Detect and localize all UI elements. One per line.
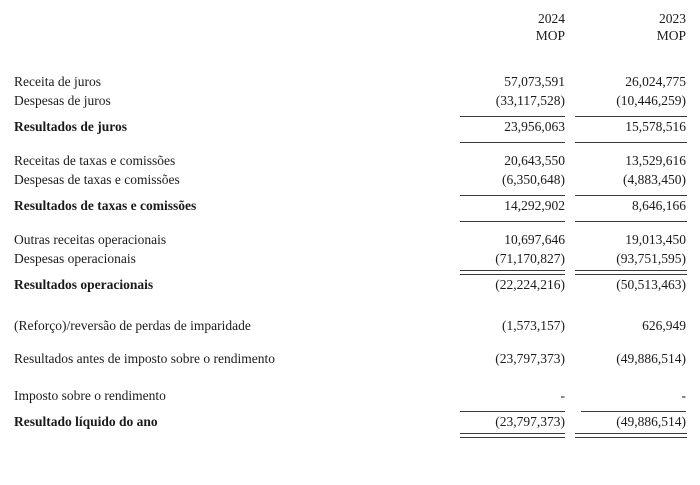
row-value-2024: 10,697,646	[504, 232, 565, 247]
subtotal-rule	[0, 110, 700, 117]
spacer-row	[0, 143, 700, 151]
table-row-total	[0, 275, 700, 294]
row-value-2023: 626,949	[642, 318, 686, 333]
row-label: Outras receitas operacionais	[14, 232, 167, 247]
row-value-2024: (23,797,373)	[495, 414, 565, 429]
subtotal-rule-double	[0, 268, 700, 275]
row-label: Despesas operacionais	[14, 251, 136, 266]
row-label: Receitas de taxas e comissões	[14, 153, 176, 168]
rule-double-2023	[575, 433, 687, 438]
total-rule	[0, 136, 700, 143]
subtotal-rule	[0, 405, 700, 412]
spacer-row	[0, 0, 700, 10]
final-rule-double	[0, 431, 700, 438]
header-year-2024: 2024	[538, 11, 565, 26]
row-label: Imposto sobre o rendimento	[14, 388, 166, 403]
row-value-2023: (4,883,450)	[623, 172, 686, 187]
spacer-row	[0, 294, 700, 316]
row-value-2024: (1,573,157)	[502, 318, 565, 333]
row-value-2024: (6,350,648)	[502, 172, 565, 187]
table-row-total	[0, 412, 700, 431]
spacer-row	[0, 335, 700, 349]
table-header-units	[0, 27, 700, 44]
spacer-row	[0, 44, 700, 72]
row-value-2024: (71,170,827)	[495, 251, 565, 266]
table-row	[0, 170, 700, 189]
row-value-2023: 19,013,450	[625, 232, 686, 247]
row-label: Resultados operacionais	[14, 277, 154, 292]
row-label: Despesas de juros	[14, 93, 111, 108]
header-year-2023: 2023	[659, 11, 686, 26]
row-value-2023: 8,646,166	[632, 198, 686, 213]
header-unit-2024: MOP	[535, 28, 565, 43]
row-value-2023: (49,886,514)	[616, 414, 686, 429]
table-row	[0, 72, 700, 91]
row-value-2023: (50,513,463)	[616, 277, 686, 292]
row-value-2023: (49,886,514)	[616, 351, 686, 366]
header-empty-label-2	[0, 27, 460, 44]
row-value-2024: (22,224,216)	[495, 277, 565, 292]
row-value-2024: (33,117,528)	[495, 93, 565, 108]
row-value-2023: (10,446,259)	[616, 93, 686, 108]
table-header-years	[0, 10, 700, 27]
row-value-2024: 57,073,591	[504, 74, 565, 89]
row-value-2024: 20,643,550	[504, 153, 565, 168]
header-unit-2023: MOP	[656, 28, 686, 43]
row-value-2024: -	[560, 388, 565, 403]
rule-double-2024	[460, 433, 565, 438]
row-label: Despesas de taxas e comissões	[14, 172, 180, 187]
total-rule	[0, 215, 700, 222]
row-label: Resultados antes de imposto sobre o rendimento	[14, 351, 275, 366]
row-label: Resultado líquido do ano	[14, 414, 158, 429]
row-value-2023: -	[681, 388, 686, 403]
row-value-2024: 14,292,902	[504, 198, 565, 213]
row-value-2023: 15,578,516	[625, 119, 686, 134]
table-row	[0, 316, 700, 335]
row-value-2024: 23,956,063	[504, 119, 565, 134]
table-row-total	[0, 196, 700, 215]
table-row	[0, 230, 700, 249]
table-row	[0, 151, 700, 170]
header-empty-label	[0, 10, 460, 27]
row-value-2023: 26,024,775	[625, 74, 686, 89]
table-row	[0, 386, 700, 405]
row-value-2024: (23,797,373)	[495, 351, 565, 366]
row-label: Resultados de juros	[14, 119, 128, 134]
subtotal-rule	[0, 189, 700, 196]
spacer-row	[0, 368, 700, 386]
row-label: (Reforço)/reversão de perdas de imparidade	[14, 318, 251, 333]
table-row	[0, 91, 700, 110]
table-row	[0, 349, 700, 368]
row-value-2023: 13,529,616	[625, 153, 686, 168]
table-row	[0, 249, 700, 268]
row-label: Receita de juros	[14, 74, 101, 89]
row-label: Resultados de taxas e comissões	[14, 198, 197, 213]
spacer-row	[0, 222, 700, 230]
table-row-total	[0, 117, 700, 136]
row-value-2023: (93,751,595)	[616, 251, 686, 266]
